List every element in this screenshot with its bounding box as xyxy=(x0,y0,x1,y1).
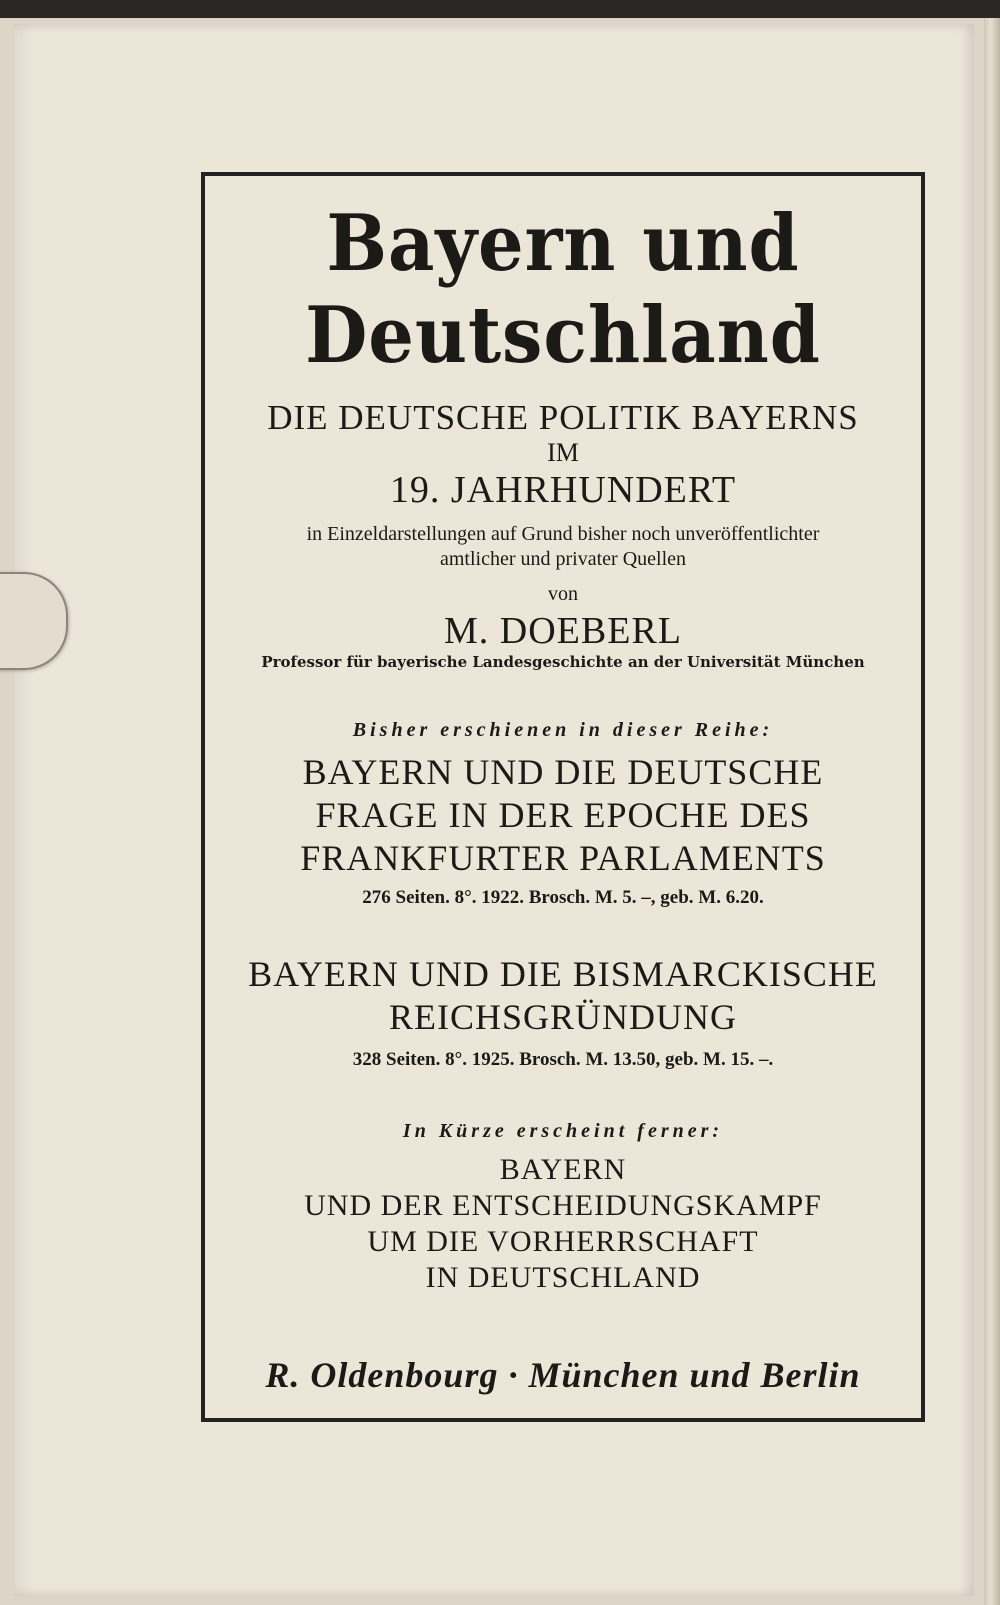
book1-title-line-3: FRANKFURTER PARLAMENTS xyxy=(300,838,826,878)
title-line-2: Deutschland xyxy=(305,290,821,381)
subtitle-line-3: 19. JAHRHUNDERT xyxy=(389,469,737,511)
description-line-1: in Einzeldarstellungen auf Grund bisher noch unveröffentlichter xyxy=(306,523,820,545)
book1-title-line-1: BAYERN UND DIE DEUTSCHE xyxy=(302,752,824,792)
author-von: von xyxy=(548,583,578,605)
forthcoming-heading: In Kürze erscheint ferner: xyxy=(402,1120,724,1142)
subtitle-line-1: DIE DEUTSCHE POLITIK BAYERNS xyxy=(267,398,859,437)
book2-details: 328 Seiten. 8°. 1925. Brosch. M. 13.50, geb. M. 15. –. xyxy=(352,1049,774,1070)
published-heading: Bisher erschienen in dieser Reihe: xyxy=(352,719,774,741)
publisher-imprint: R. Oldenbourg · München und Berlin xyxy=(265,1355,861,1395)
subtitle-line-2: IM xyxy=(547,438,579,467)
book1-title-line-2: FRAGE IN DER EPOCHE DES xyxy=(315,795,811,835)
author-name: M. DOEBERL xyxy=(444,610,682,652)
forthcoming-line-1: BAYERN xyxy=(499,1153,627,1186)
advertisement-content xyxy=(205,176,921,1418)
forthcoming-line-4: IN DEUTSCHLAND xyxy=(425,1261,701,1294)
title-line-1: Bayern und xyxy=(326,198,800,289)
book2-title-line-1: BAYERN UND DIE BISMARCKISCHE xyxy=(248,954,878,994)
author-affiliation: Professor für bayerische Landesgeschichte an der Universität München xyxy=(261,653,865,671)
forthcoming-line-3: UM DIE VORHERRSCHAFT xyxy=(367,1225,759,1258)
forthcoming-line-2: UND DER ENTSCHEIDUNGSKAMPF xyxy=(304,1189,822,1222)
advertisement-frame xyxy=(201,172,925,1422)
book-page xyxy=(14,24,974,1596)
book2-title-line-2: REICHSGRÜNDUNG xyxy=(388,997,738,1037)
description-line-2: amtlicher und privater Quellen xyxy=(439,548,686,570)
page-edges xyxy=(984,18,1000,1605)
book1-details: 276 Seiten. 8°. 1922. Brosch. M. 5. –, geb. M. 6.20. xyxy=(362,887,764,908)
